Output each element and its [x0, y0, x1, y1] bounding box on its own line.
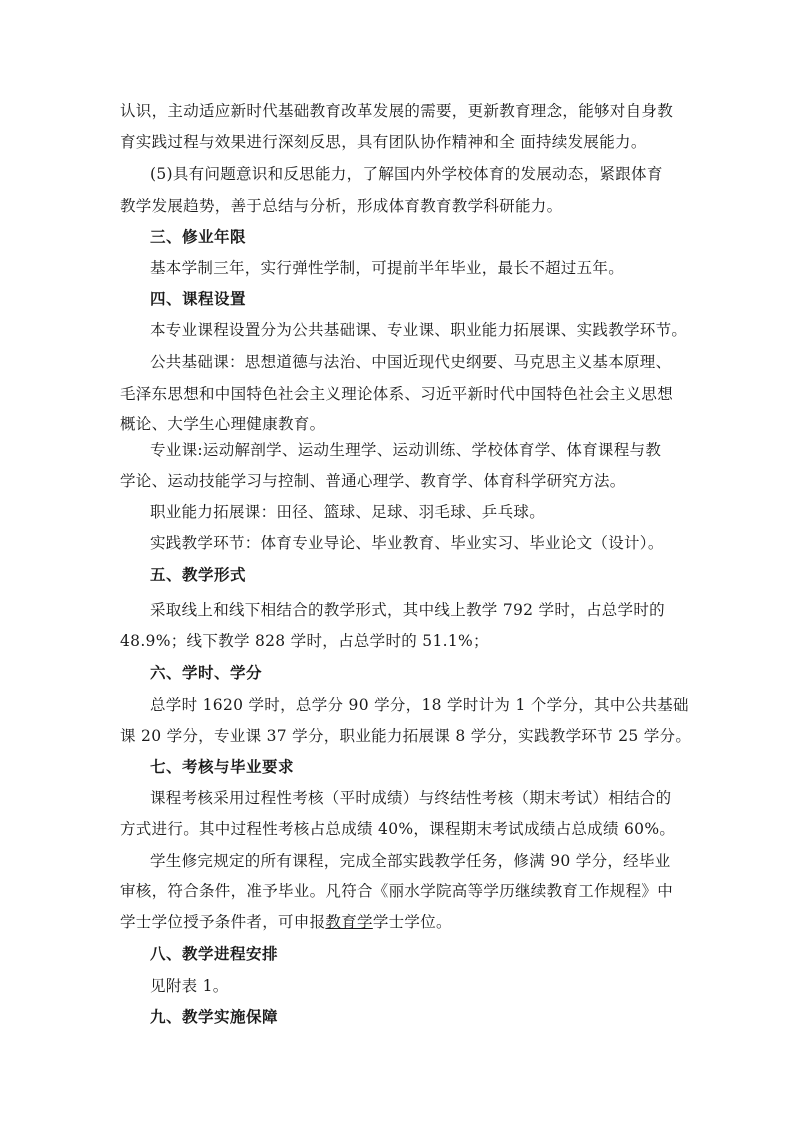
paragraph-line: 认识，主动适应新时代基础教育改革发展的需要，更新教育理念，能够对自身教 — [120, 102, 674, 120]
paragraph-line: 见附表 1。 — [150, 977, 229, 995]
paragraph-line: 课 20 学分，专业课 37 学分，职业能力拓展课 8 学分，实践教学环节 25 学分。 — [120, 727, 692, 745]
paragraph-line: 毛泽东思想和中国特色社会主义理论体系、习近平新时代中国特色社会主义思想 — [120, 385, 674, 403]
paragraph-line: 基本学制三年，实行弹性学制，可提前半年毕业，最长不超过五年。 — [150, 259, 625, 277]
text-fragment: 学士学位授予条件者，可申报 — [120, 913, 326, 931]
text-fragment: 学士学位。 — [372, 913, 452, 931]
underlined-degree-name: 教育学 — [325, 913, 373, 931]
paragraph-line: 学生修完规定的所有课程，完成全部实践教学任务，修满 90 学分，经毕业 — [150, 852, 671, 870]
paragraph-line: 育实践过程与效果进行深刻反思，具有团队协作精神和全 面持续发展能力。 — [120, 133, 647, 151]
paragraph-line: 方式进行。其中过程性考核占总成绩 40%，课程期末考试成绩占总成绩 60%。 — [120, 820, 676, 838]
paragraph-line: 48.9%；线下教学 828 学时，占总学时的 51.1%； — [120, 632, 489, 650]
paragraph-line: 实践教学环节：体育专业导论、毕业教育、毕业实习、毕业论文（设计）。 — [150, 534, 664, 552]
paragraph-line: 总学时 1620 学时，总学分 90 学分，18 学时计为 1 个学分，其中公共基础 — [150, 696, 689, 714]
section-heading-implementation: 九、教学实施保障 — [150, 1008, 279, 1026]
paragraph-line: 课程考核采用过程性考核（平时成绩）与终结性考核（期末考试）相结合的 — [150, 789, 672, 807]
section-heading-teaching-form: 五、教学形式 — [150, 566, 247, 584]
paragraph-line: 审核，符合条件，准予毕业。凡符合《丽水学院高等学历继续教育工作规程》中 — [120, 882, 674, 900]
section-heading-assessment: 七、考核与毕业要求 — [150, 758, 295, 776]
paragraph-line: 教学发展趋势，善于总结与分析，形成体育教育教学科研能力。 — [120, 197, 563, 215]
section-heading-schedule: 八、教学进程安排 — [150, 945, 279, 963]
paragraph-line: 本专业课程设置分为公共基础课、专业课、职业能力拓展课、实践教学环节。 — [150, 321, 688, 339]
paragraph-line: 概论、大学生心理健康教育。 — [120, 415, 326, 433]
section-heading-duration: 三、修业年限 — [150, 228, 247, 246]
paragraph-line: 公共基础课：思想道德与法治、中国近现代史纲要、马克思主义基本原理、 — [150, 353, 672, 371]
paragraph-line: 职业能力拓展课：田径、篮球、足球、羽毛球、乒乓球。 — [150, 503, 546, 521]
paragraph-line — [120, 912, 680, 932]
section-heading-hours-credits: 六、学时、学分 — [150, 664, 263, 682]
paragraph-line: 学论、运动技能学习与控制、普通心理学、教育学、体育科学研究方法。 — [120, 472, 626, 490]
paragraph-line: 采取线上和线下相结合的教学形式，其中线上教学 792 学时，占总学时的 — [150, 601, 665, 619]
paragraph-line: (5)具有问题意识和反思能力，了解国内外学校体育的发展动态，紧跟体育 — [150, 165, 663, 183]
section-heading-curriculum: 四、课程设置 — [150, 290, 247, 308]
paragraph-line: 专业课:运动解剖学、运动生理学、运动训练、学校体育学、体育课程与教 — [150, 441, 662, 459]
